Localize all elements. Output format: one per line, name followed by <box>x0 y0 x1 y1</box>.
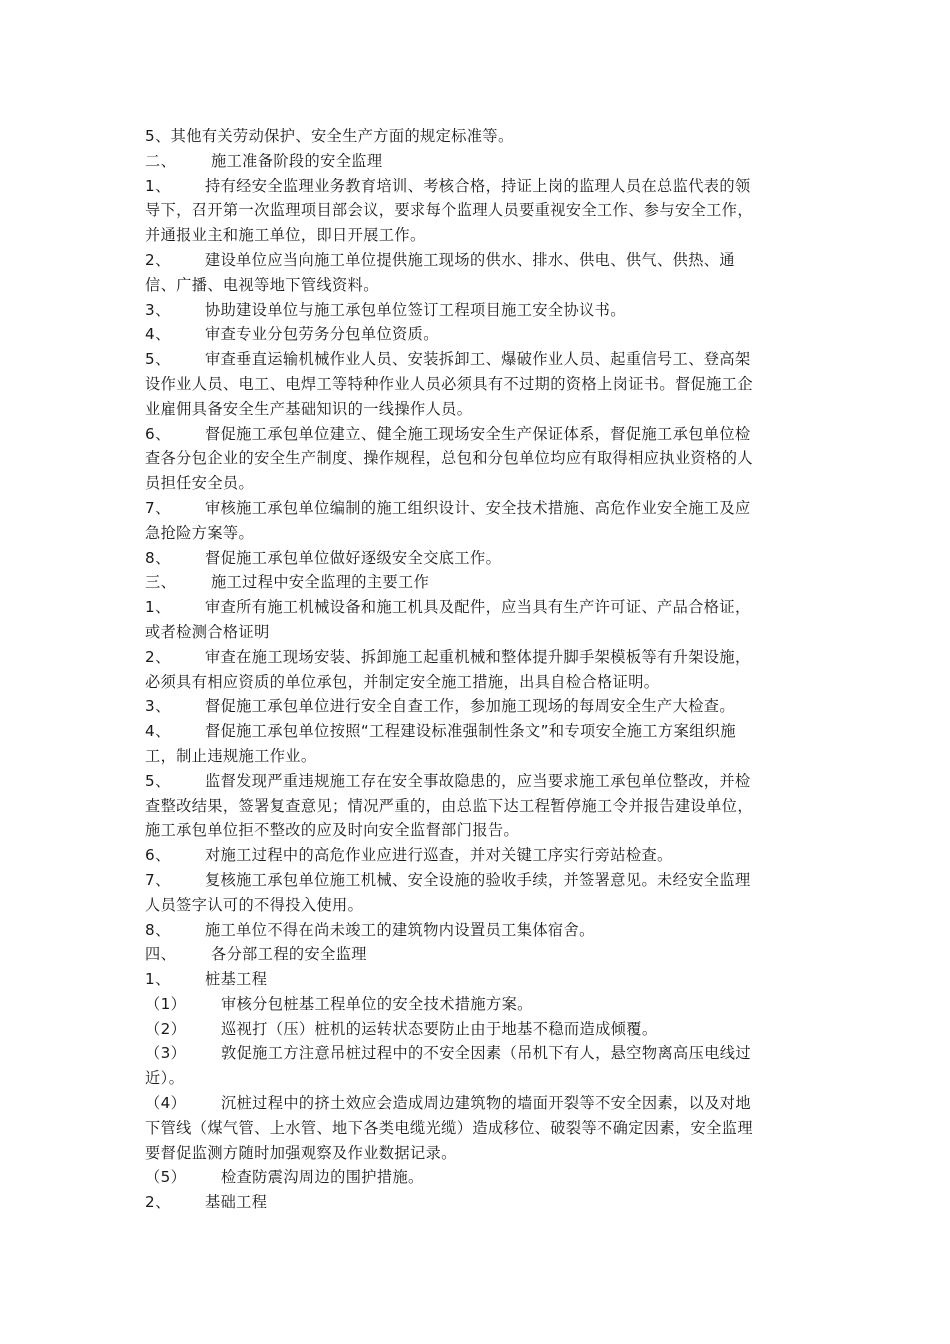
text-line: 查各分包企业的安全生产制度、操作规程，总包和分包单位均应有取得相应执业资格的人 <box>145 449 753 468</box>
item-number: 5、 <box>145 771 171 790</box>
item-text: 审查在施工现场安装、拆卸施工起重机械和整体提升脚手架模板等有升架设施， <box>205 647 751 666</box>
section-title: 施工准备阶段的安全监理 <box>211 151 383 170</box>
item-number: 1、 <box>145 598 171 617</box>
text-line: 急抢险方案等。 <box>145 523 255 542</box>
item-text: 审查垂直运输机械作业人员、安装拆卸工、爆破作业人员、起重信号工、登高架 <box>205 350 751 369</box>
text-line <box>145 843 807 868</box>
text-line <box>145 769 807 794</box>
item-text: 持有经安全监理业务教育培训、考核合格，持证上岗的监理人员在总监代表的领 <box>205 176 751 195</box>
text-line <box>145 645 807 670</box>
paragraph <box>145 248 807 298</box>
text-line: 员担任安全员。 <box>145 474 255 493</box>
text-line <box>145 694 807 719</box>
text-line <box>145 149 807 174</box>
text-line <box>145 918 807 943</box>
paragraph <box>145 645 807 695</box>
paragraph <box>145 719 807 769</box>
item-number: 3、 <box>145 300 171 319</box>
paragraph <box>145 422 807 496</box>
paragraph <box>145 298 807 323</box>
paragraph <box>145 967 807 992</box>
item-text: 检查防震沟周边的围护措施。 <box>221 1168 424 1187</box>
text-line: 导下，召开第一次监理项目部会议，要求每个监理人员要重视安全工作、参与安全工作， <box>145 201 753 220</box>
text-line <box>145 422 807 447</box>
paragraph <box>145 694 807 719</box>
paragraph <box>145 843 807 868</box>
item-number: 2、 <box>145 1193 171 1212</box>
paragraph <box>145 174 807 248</box>
item-text: 建设单位应当向施工单位提供施工现场的供水、排水、供电、供气、供热、通 <box>205 250 735 269</box>
text-line <box>145 992 807 1017</box>
item-number: 6、 <box>145 846 171 865</box>
text-line <box>145 1041 807 1066</box>
section-title: 施工过程中安全监理的主要工作 <box>211 573 430 592</box>
text-line <box>145 942 807 967</box>
text-line: 设作业人员、电工、电焊工等特种作业人员必须具有不过期的资格上岗证书。督促施工企 <box>145 374 753 393</box>
paragraph <box>145 1190 807 1215</box>
item-number: （3） <box>145 1044 187 1063</box>
item-number: 8、 <box>145 920 171 939</box>
item-text: 审查专业分包劳务分包单位资质。 <box>205 325 439 344</box>
item-number: 6、 <box>145 424 171 443</box>
paragraph <box>145 546 807 571</box>
text-line: 人员签字认可的不得投入使用。 <box>145 895 364 914</box>
text-line: 查整改结果，签署复查意见；情况严重的，由总监下达工程暂停施工令并报告建设单位， <box>145 796 753 815</box>
item-text: 审核施工承包单位编制的施工组织设计、安全技术措施、高危作业安全施工及应 <box>205 498 751 517</box>
paragraph <box>145 595 807 645</box>
item-text: 桩基工程 <box>205 970 268 989</box>
text-line <box>145 967 807 992</box>
item-text: 巡视打（压）桩机的运转状态要防止由于地基不稳而造成倾覆。 <box>221 1019 658 1038</box>
section-heading <box>145 570 807 595</box>
text-line <box>145 546 807 571</box>
paragraph <box>145 496 807 546</box>
text-line <box>145 174 807 199</box>
text-line <box>145 1017 807 1042</box>
paragraph <box>145 1091 807 1165</box>
item-text: 督促施工承包单位建立、健全施工现场安全生产保证体系，督促施工承包单位检 <box>205 424 751 443</box>
item-number: （5） <box>145 1168 187 1187</box>
item-text: 沉桩过程中的挤土效应会造成周边建筑物的墙面开裂等不安全因素，以及对地 <box>221 1094 751 1113</box>
paragraph <box>145 124 807 149</box>
item-number: 1、 <box>145 176 171 195</box>
text-line: 下管线（煤气管、上水管、地下各类电缆光缆）造成移位、破裂等不确定因素，安全监理 <box>145 1118 753 1137</box>
text-line <box>145 322 807 347</box>
paragraph <box>145 322 807 347</box>
item-text: 督促施工承包单位按照“工程建设标准强制性条文”和专项安全施工方案组织施 <box>205 722 736 741</box>
text-line: 近）。 <box>145 1069 185 1088</box>
section-number: 三、 <box>145 573 177 592</box>
text-line: 5、其他有关劳动保护、安全生产方面的规定标准等。 <box>145 127 514 145</box>
item-number: （1） <box>145 994 187 1013</box>
text-line <box>145 719 807 744</box>
section-number: 二、 <box>145 151 177 170</box>
section-heading <box>145 149 807 174</box>
text-line: 业雇佣具备安全生产基础知识的一线操作人员。 <box>145 399 473 418</box>
paragraph <box>145 347 807 421</box>
paragraph <box>145 769 807 843</box>
item-text: 敦促施工方注意吊桩过程中的不安全因素（吊机下有人，悬空物离高压电线过 <box>221 1044 751 1063</box>
text-line <box>145 248 807 273</box>
item-number: 4、 <box>145 722 171 741</box>
item-number: （2） <box>145 1019 187 1038</box>
text-line: 工，制止违规施工作业。 <box>145 746 317 765</box>
text-line: 必须具有相应资质的单位承包，并制定安全施工措施，出具自检合格证明。 <box>145 672 660 691</box>
item-number: 7、 <box>145 870 171 889</box>
text-line <box>145 595 807 620</box>
item-number: 4、 <box>145 325 171 344</box>
paragraph <box>145 992 807 1017</box>
item-text: 监督发现严重违规施工存在安全事故隐患的，应当要求施工承包单位整改，并检 <box>205 771 751 790</box>
paragraph <box>145 1017 807 1042</box>
text-line <box>145 496 807 521</box>
item-text: 对施工过程中的高危作业应进行巡查，并对关键工序实行旁站检查。 <box>205 846 673 865</box>
text-line <box>145 868 807 893</box>
item-number: 1、 <box>145 970 171 989</box>
text-line <box>145 1190 807 1215</box>
item-text: 督促施工承包单位进行安全自查工作，参加施工现场的每周安全生产大检查。 <box>205 697 735 716</box>
item-number: 2、 <box>145 647 171 666</box>
item-text: 协助建设单位与施工承包单位签订工程项目施工安全协议书。 <box>205 300 626 319</box>
item-number: 2、 <box>145 250 171 269</box>
text-line: 施工承包单位拒不整改的应及时向安全监督部门报告。 <box>145 821 520 840</box>
paragraph <box>145 1041 807 1091</box>
text-line: 并通报业主和施工单位，即日开展工作。 <box>145 226 426 245</box>
item-text: 审查所有施工机械设备和施工机具及配件，应当具有生产许可证、产品合格证， <box>205 598 751 617</box>
paragraph <box>145 1165 807 1190</box>
text-line <box>145 1165 807 1190</box>
text-line <box>145 570 807 595</box>
item-text: 基础工程 <box>205 1193 268 1212</box>
document-body <box>145 124 807 1215</box>
section-number: 四、 <box>145 945 177 964</box>
item-text: 审核分包桩基工程单位的安全技术措施方案。 <box>221 994 533 1013</box>
item-text: 复核施工承包单位施工机械、安全设施的验收手续，并签署意见。未经安全监理 <box>205 870 751 889</box>
text-line <box>145 1091 807 1116</box>
section-title: 各分部工程的安全监理 <box>211 945 367 964</box>
text-line: 要督促监测方随时加强观察及作业数据记录。 <box>145 1143 457 1162</box>
item-number: 5、 <box>145 350 171 369</box>
item-number: （4） <box>145 1094 187 1113</box>
item-text: 督促施工承包单位做好逐级安全交底工作。 <box>205 548 502 567</box>
text-line <box>145 347 807 372</box>
paragraph <box>145 918 807 943</box>
item-number: 3、 <box>145 697 171 716</box>
item-text: 施工单位不得在尚未竣工的建筑物内设置员工集体宿舍。 <box>205 920 595 939</box>
text-line <box>145 298 807 323</box>
text-line: 信、广播、电视等地下管线资料。 <box>145 275 379 294</box>
item-number: 8、 <box>145 548 171 567</box>
text-line: 或者检测合格证明 <box>145 622 270 641</box>
section-heading <box>145 942 807 967</box>
item-number: 7、 <box>145 498 171 517</box>
paragraph <box>145 868 807 918</box>
